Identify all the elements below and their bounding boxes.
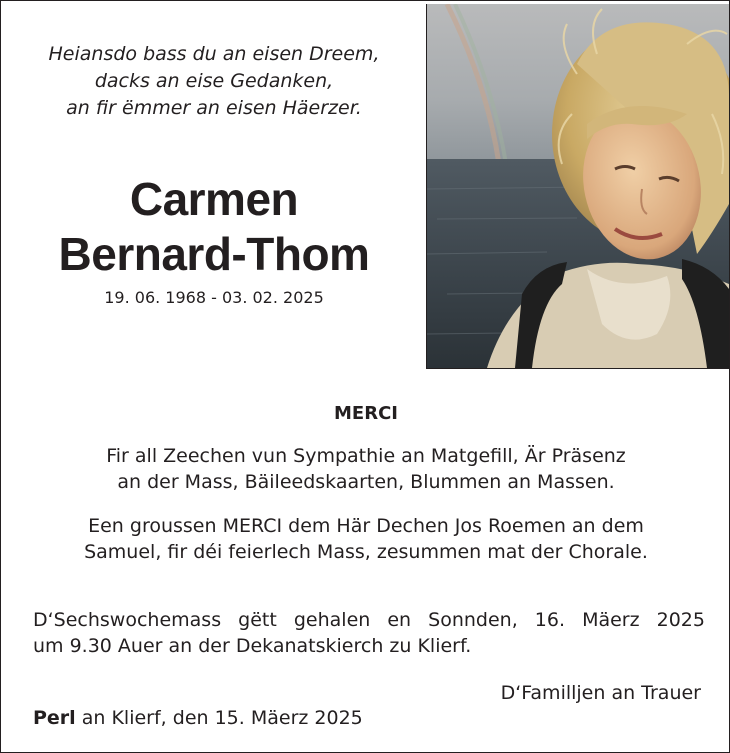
quote-line: dacks an eise Gedanken, bbox=[94, 70, 334, 92]
deceased-name bbox=[1, 172, 427, 282]
place-date-text: an Klierf, den 15. Mäerz 2025 bbox=[75, 707, 363, 729]
mass-word: D‘Sechswochemass bbox=[33, 609, 222, 631]
thanks-paragraph bbox=[1, 513, 730, 565]
mass-word: 16. bbox=[534, 609, 566, 631]
thanks-line: Fir all Zeechen vun Sympathie an Matgefill, Är Präsenz bbox=[106, 445, 626, 467]
mass-line: um 9.30 Auer an der Dekanatskierch zu Klierf. bbox=[33, 635, 472, 657]
mass-word: 2025 bbox=[656, 609, 705, 631]
first-name: Carmen bbox=[129, 173, 299, 225]
last-name: Bernard-Thom bbox=[58, 228, 370, 280]
mass-word: en bbox=[387, 609, 412, 631]
portrait-photo-image bbox=[427, 4, 729, 368]
mass-line-justified bbox=[33, 607, 705, 633]
quote-line: an fir ëmmer an eisen Häerzer. bbox=[66, 97, 362, 119]
portrait-photo bbox=[426, 4, 729, 369]
mass-word: Mäerz bbox=[582, 609, 640, 631]
merci-heading: MERCI bbox=[334, 403, 398, 424]
life-dates: 19. 06. 1968 - 03. 02. 2025 bbox=[104, 288, 324, 307]
thanks-line: Een groussen MERCI dem Här Dechen Jos Roemen an dem bbox=[88, 515, 644, 537]
place-name-bold: Perl bbox=[33, 707, 76, 729]
place-and-date bbox=[33, 705, 363, 731]
thanks-line: an der Mass, Bäileedskaarten, Blummen an Massen. bbox=[117, 471, 615, 493]
thanks-paragraph bbox=[1, 443, 730, 495]
mass-word: gehalen bbox=[293, 609, 371, 631]
mass-word: Sonnden, bbox=[428, 609, 518, 631]
memorial-mass-announcement bbox=[33, 607, 705, 659]
mass-word: gëtt bbox=[238, 609, 277, 631]
family-signature: D‘Familljen an Trauer bbox=[500, 682, 701, 704]
memorial-quote bbox=[1, 41, 427, 122]
thanks-line: Samuel, fir déi feierlech Mass, zesummen mat der Chorale. bbox=[84, 541, 648, 563]
quote-line: Heiansdo bass du an eisen Dreem, bbox=[48, 43, 380, 65]
